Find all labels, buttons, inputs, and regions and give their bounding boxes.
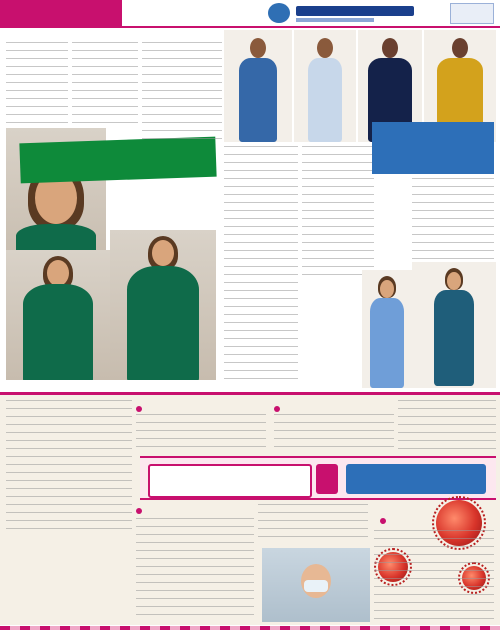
what-is-text <box>374 530 494 622</box>
blue-dress-photo <box>362 270 412 388</box>
prevention-text <box>274 414 394 454</box>
intro-text-block <box>6 42 68 128</box>
subhead-causes <box>136 506 230 516</box>
fabric-dress-headline <box>372 122 494 174</box>
middle-bottom-text <box>258 504 368 544</box>
model-photo-2 <box>294 30 356 142</box>
subhead-symptoms <box>136 404 232 414</box>
green-gown-photo-left <box>6 250 110 380</box>
symptoms-text <box>136 414 266 454</box>
right-column-text-3 <box>412 178 494 262</box>
brand-url-line <box>296 18 374 22</box>
gown-headline <box>19 137 216 184</box>
subhead-what-is <box>380 516 436 526</box>
middle-column-text <box>142 42 222 142</box>
hmpv-intro-text <box>6 400 132 532</box>
brand-logo[interactable] <box>296 2 438 24</box>
right-bullets-text <box>398 400 496 454</box>
right-column-text-2 <box>302 146 374 276</box>
intro-text-block <box>72 42 138 128</box>
footer-rule <box>0 626 500 630</box>
brand-wordmark <box>296 6 414 16</box>
masthead-rule <box>0 26 500 28</box>
child-mask-photo <box>262 548 370 622</box>
page-number-badge <box>450 3 494 24</box>
right-column-text-1 <box>224 146 298 386</box>
model-photo-1 <box>224 30 292 142</box>
green-gown-photo-right <box>110 230 216 380</box>
causes-text <box>136 518 254 618</box>
anniversary-badge <box>268 3 290 23</box>
subhead-prevention <box>274 404 394 414</box>
section-tab <box>0 0 122 26</box>
hmpv-headline-banner <box>140 456 496 500</box>
teal-dress-photo <box>412 262 496 388</box>
